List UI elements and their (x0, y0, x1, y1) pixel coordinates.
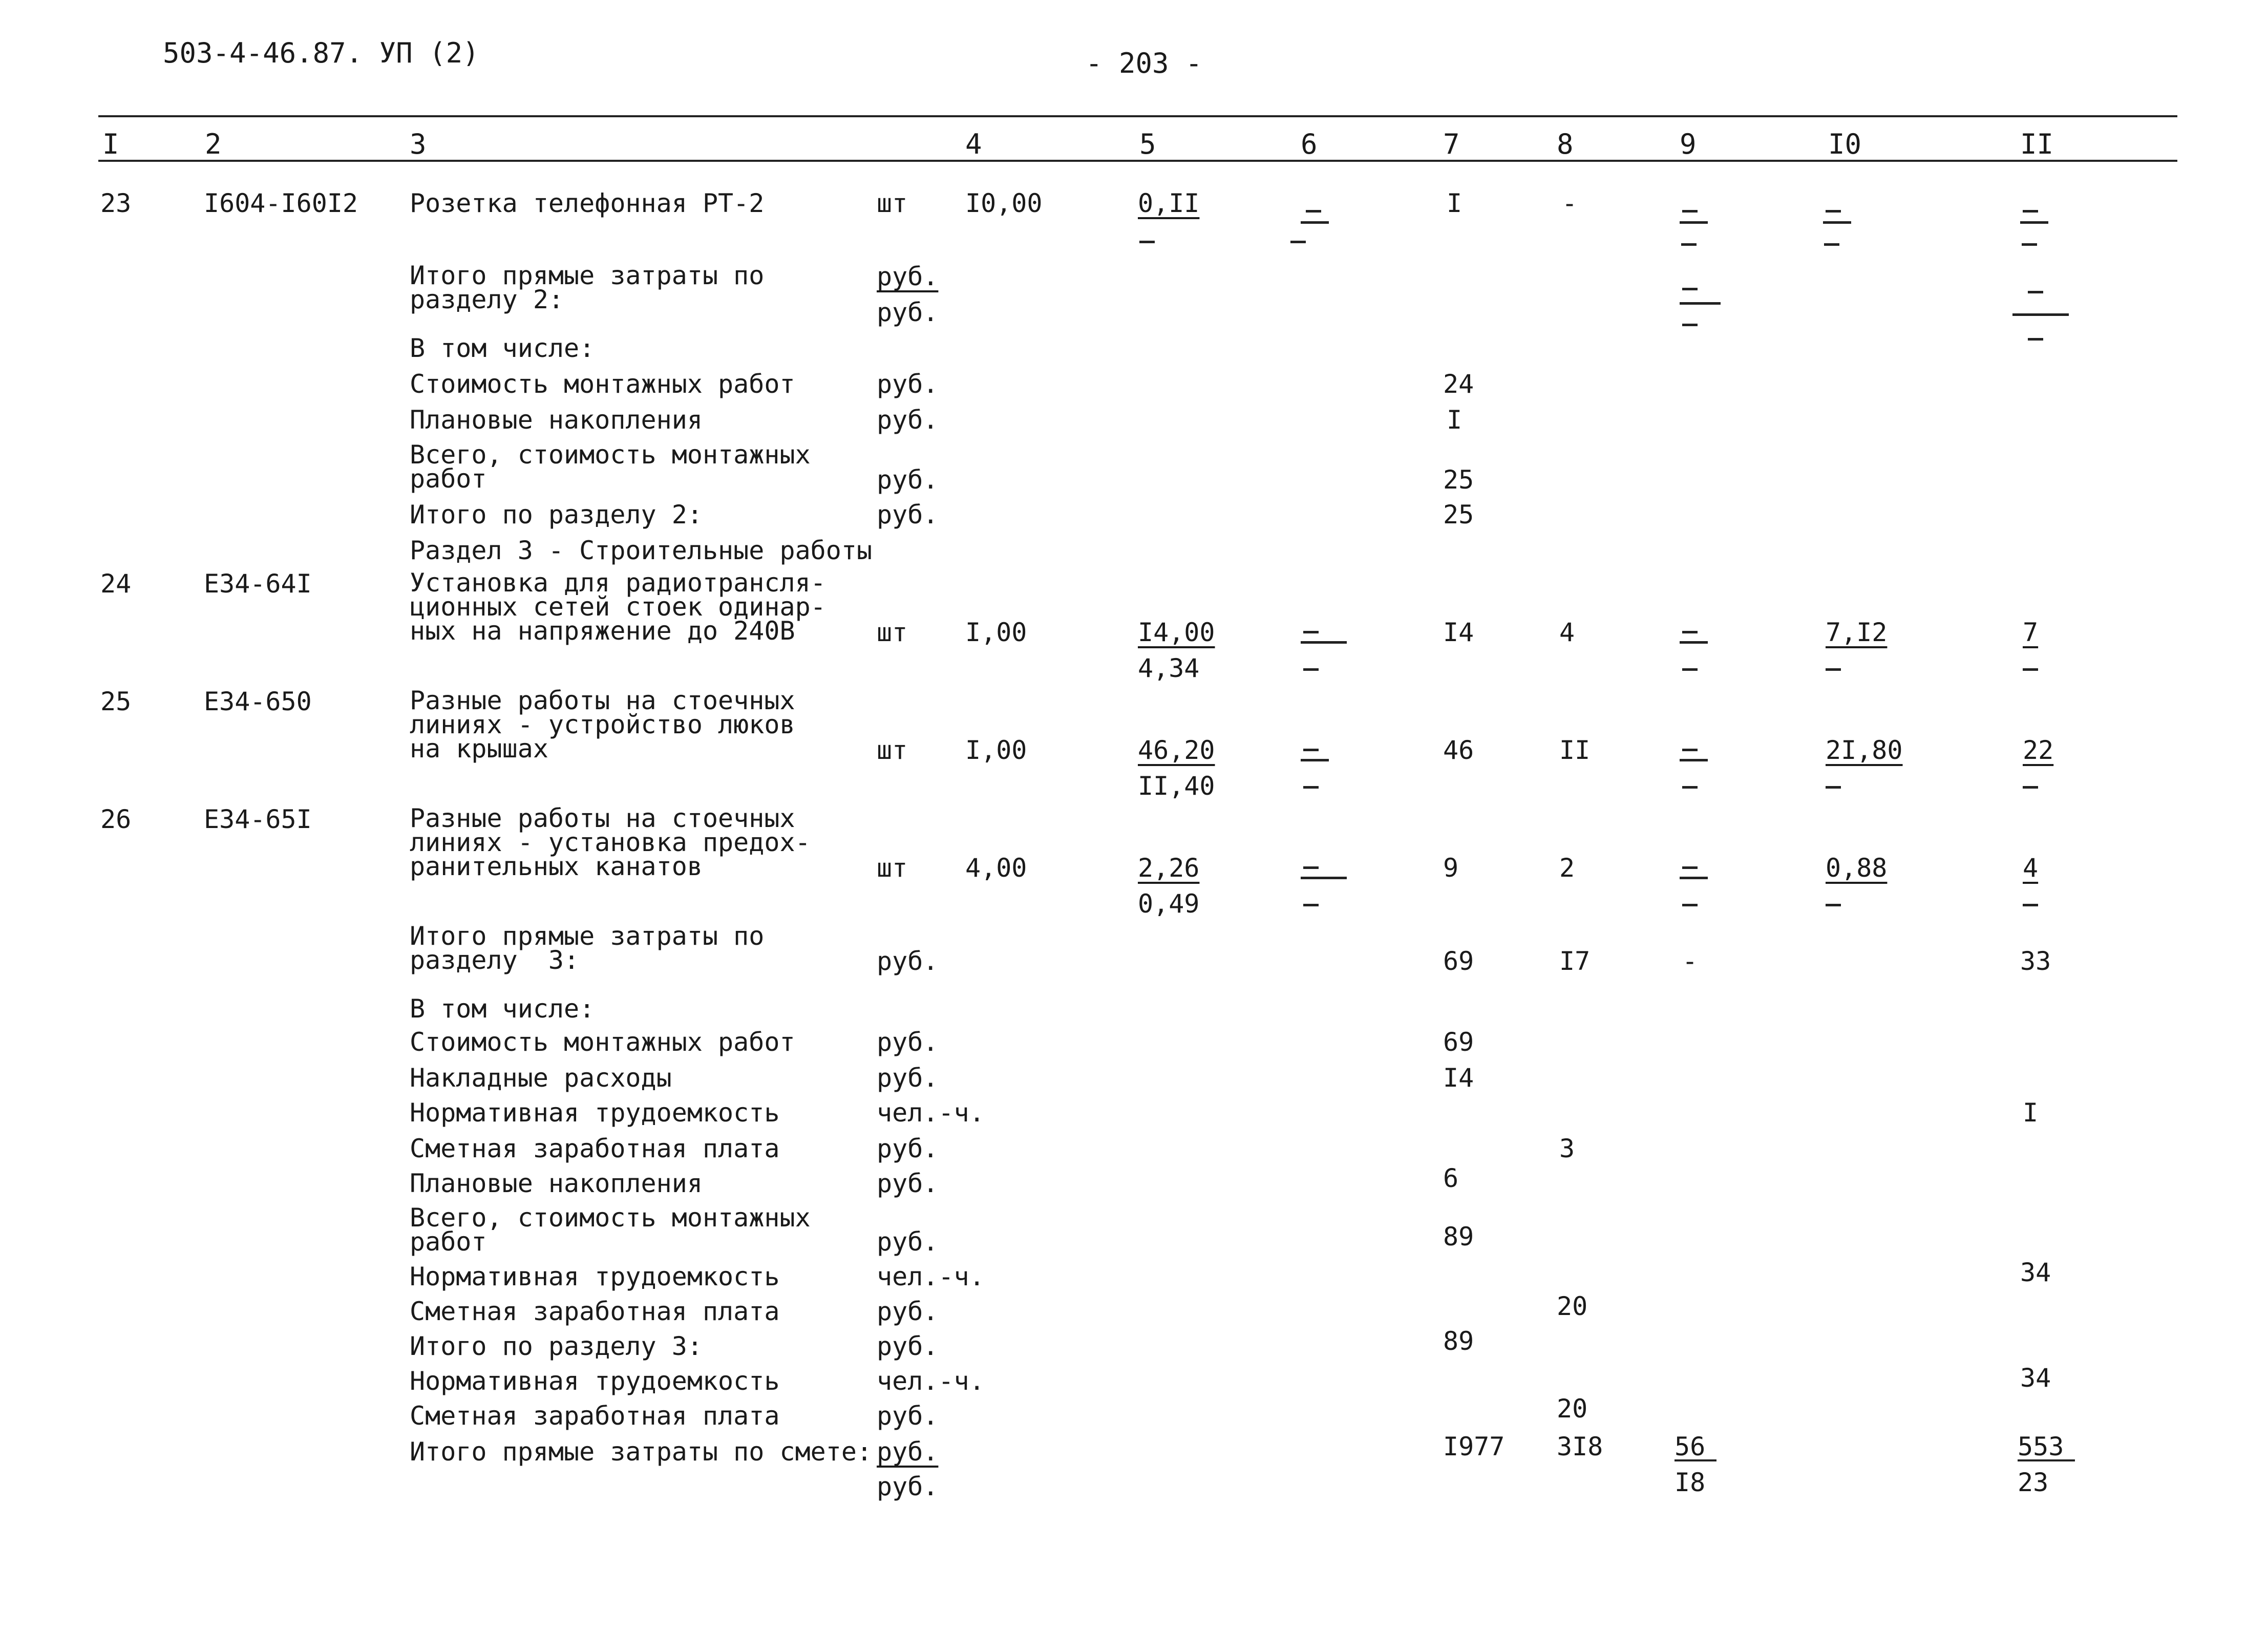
dash-mark (1682, 904, 1698, 906)
dash-mark (1306, 210, 1321, 213)
total-cost: 89 (1443, 1326, 1474, 1356)
labor-hours: 7 (2023, 618, 2039, 647)
machine-wage: I8 (1674, 1468, 1706, 1497)
document-code: 503-4-46.87. УП (2) (163, 37, 479, 69)
item-name: Плановые накопления (410, 1169, 703, 1198)
unit: руб. (877, 1437, 939, 1467)
dash-mark (1826, 904, 1841, 906)
norm-code: Е34-65I (204, 804, 312, 834)
unit: руб. (877, 1063, 939, 1093)
dash-mark (1682, 210, 1698, 213)
dash-mark (1680, 641, 1708, 644)
unit: шт (877, 853, 908, 883)
item-name: Нормативная трудоемкость (410, 1366, 780, 1396)
unit: шт (877, 188, 908, 218)
item-name: Разные работы на стоечных линиях - установка предох- ранительных канатов (410, 803, 811, 881)
unit: руб. (877, 1134, 939, 1163)
row-number: 26 (100, 804, 132, 834)
item-name: Итого прямые затраты по разделу 2: (410, 261, 765, 314)
dash-mark (1303, 904, 1319, 906)
unit: руб. (877, 946, 939, 976)
labor-hours: 4 (2023, 853, 2039, 883)
total-cost: 69 (1443, 1027, 1474, 1057)
dash-mark (1303, 668, 1319, 671)
dash-mark (1826, 210, 1841, 213)
item-name: Итого прямые затраты по разделу 3: (410, 921, 765, 975)
labor-hours-machine: 23 (2018, 1468, 2049, 1497)
machine-cost: 56 (1674, 1434, 1716, 1461)
quantity: I,00 (965, 735, 1027, 765)
wage-cost: 2 (1559, 853, 1575, 883)
unit-price: 0,II (1138, 188, 1200, 218)
unit-price-wage: II,40 (1138, 771, 1215, 801)
wage-cost: 4 (1559, 618, 1575, 647)
unit: руб. (877, 1472, 939, 1501)
machine-cost: 2I,80 (1826, 735, 1903, 765)
header-top-rule (98, 115, 2177, 117)
dash-mark (1682, 324, 1698, 326)
dash-mark (2023, 904, 2038, 906)
total-cost: I4 (1443, 1063, 1474, 1093)
item-name: Розетка телефонная РТ-2 (410, 188, 765, 218)
dash-mark (1681, 243, 1697, 246)
unit: чел.-ч. (877, 1262, 985, 1291)
quantity: 4,00 (965, 853, 1027, 883)
unit: руб. (877, 298, 939, 327)
item-name: Стоимость монтажных работ (410, 369, 795, 399)
unit: руб. (877, 1331, 939, 1361)
dash-mark (1303, 631, 1319, 633)
total-cost: I4 (1443, 618, 1474, 647)
labor-hours: 33 (2020, 946, 2051, 976)
unit: руб. (877, 1401, 939, 1431)
machine-cost: 0,88 (1826, 853, 1888, 883)
wage-cost: 20 (1557, 1291, 1588, 1321)
item-name: Итого по разделу 3: (410, 1331, 703, 1361)
unit-price: 2,26 (1138, 853, 1200, 883)
item-name: Нормативная трудоемкость (410, 1262, 780, 1291)
unit-price: I4,00 (1138, 618, 1215, 647)
dash-mark (1682, 631, 1698, 633)
dash-mark (2028, 291, 2043, 293)
total-cost: I (1447, 405, 1462, 435)
unit-price-wage: 4,34 (1138, 653, 1200, 683)
labor-hours: 34 (2020, 1363, 2051, 1393)
dash-mark (1680, 877, 1708, 879)
total-cost: 24 (1443, 369, 1474, 399)
unit-price: 46,20 (1138, 735, 1215, 765)
dash-mark (1301, 221, 1329, 224)
item-name: Сметная заработная плата (410, 1401, 780, 1431)
unit: руб. (877, 369, 939, 399)
row-number: 25 (100, 687, 132, 716)
dash-mark (2028, 338, 2043, 341)
unit: руб. (877, 465, 939, 495)
total-cost: 25 (1443, 500, 1474, 529)
norm-code: I604-I60I2 (204, 188, 358, 218)
dash-mark (1139, 241, 1155, 243)
unit: шт (877, 735, 908, 765)
wage-cost: I7 (1559, 946, 1591, 976)
row-number: 24 (100, 569, 132, 599)
col-header-6: 6 (1301, 128, 1318, 160)
quantity: I,00 (965, 618, 1027, 647)
labor-hours: 553 (2018, 1434, 2075, 1461)
unit: руб. (877, 262, 939, 291)
wage-cost: II (1559, 735, 1591, 765)
machine-cost: - (1682, 946, 1698, 976)
col-header-2: 2 (205, 128, 222, 160)
dash-mark (1301, 877, 1347, 879)
item-name: Накладные расходы (410, 1063, 672, 1093)
total-cost: 69 (1443, 946, 1474, 976)
item-name: Сметная заработная плата (410, 1297, 780, 1326)
wage-cost: 20 (1557, 1394, 1588, 1424)
item-name: Плановые накопления (410, 405, 703, 435)
quantity: I0,00 (965, 188, 1043, 218)
subsection-label: В том числе: (410, 333, 595, 363)
dash-mark (1680, 302, 1721, 305)
col-header-8: 8 (1557, 128, 1574, 160)
dash-mark (2012, 313, 2069, 316)
item-name: Установка для радиотрансля- ционных сетей стоек одинар- ных на напряжение до 240В (410, 568, 826, 646)
col-header-5: 5 (1139, 128, 1156, 160)
dash-mark (1680, 759, 1708, 761)
dash-mark (1823, 221, 1851, 224)
dash-mark (1303, 786, 1319, 789)
dash-mark (1301, 641, 1347, 644)
col-header-3: 3 (410, 128, 427, 160)
dash-mark (1303, 749, 1319, 751)
machine-cost: 7,I2 (1826, 618, 1888, 647)
wage-cost: 3I8 (1557, 1432, 1603, 1461)
unit: чел.-ч. (877, 1366, 985, 1396)
total-cost: 46 (1443, 735, 1474, 765)
dash-mark (1682, 749, 1698, 751)
item-name: Итого прямые затраты по смете: (410, 1437, 873, 1467)
dash-mark (1682, 866, 1698, 869)
unit: руб. (877, 500, 939, 529)
dash-mark (2023, 668, 2038, 671)
unit: руб. (877, 405, 939, 435)
wage-cost: 3 (1559, 1134, 1575, 1163)
unit: руб. (877, 1169, 939, 1198)
total-cost: 25 (1443, 465, 1474, 495)
subsection-label: В том числе: (410, 994, 595, 1024)
labor-hours: I (2023, 1098, 2039, 1128)
labor-hours: 34 (2020, 1258, 2051, 1287)
item-name: Разные работы на стоечных линиях - устройство люков на крышах (410, 686, 795, 764)
total-cost: I (1447, 188, 1462, 218)
dash-mark (1824, 243, 1839, 246)
unit: руб. (877, 1297, 939, 1326)
item-name: Нормативная трудоемкость (410, 1098, 780, 1128)
item-name: Всего, стоимость монтажных работ (410, 1203, 811, 1257)
col-header-4: 4 (965, 128, 982, 160)
dash-mark (2022, 243, 2037, 246)
item-name: Итого по разделу 2: (410, 500, 703, 529)
item-name: Стоимость монтажных работ (410, 1027, 795, 1057)
dash-mark (1826, 786, 1841, 789)
section-title: Раздел 3 - Строительные работы (410, 536, 873, 565)
col-header-10: I0 (1828, 128, 1862, 160)
col-header-11: II (2020, 128, 2054, 160)
dash-mark (2023, 786, 2038, 789)
dash-mark (1303, 866, 1319, 869)
col-header-1: I (102, 128, 119, 160)
dash-mark (1682, 786, 1698, 789)
total-cost: 6 (1443, 1163, 1459, 1193)
norm-code: Е34-64I (204, 569, 312, 599)
unit: шт (877, 618, 908, 647)
dash-mark (1680, 221, 1708, 224)
dash-mark (1826, 668, 1841, 671)
dash-mark (1682, 668, 1698, 671)
col-header-9: 9 (1680, 128, 1697, 160)
labor-hours: 22 (2023, 735, 2054, 765)
dash-mark (2023, 210, 2038, 213)
item-name: Сметная заработная плата (410, 1134, 780, 1163)
item-name: Всего, стоимость монтажных работ (410, 440, 811, 494)
unit-price-wage: 0,49 (1138, 889, 1200, 919)
unit: чел.-ч. (877, 1098, 985, 1128)
dash-mark (1682, 288, 1698, 290)
total-cost: I977 (1443, 1432, 1505, 1461)
dash-mark (2020, 221, 2048, 224)
page-number: - 203 - (1086, 47, 1202, 79)
total-cost: 89 (1443, 1222, 1474, 1252)
dash-mark (1301, 759, 1329, 761)
total-cost: 9 (1443, 853, 1459, 883)
unit: руб. (877, 1227, 939, 1257)
dash-mark (1290, 241, 1306, 243)
row-number: 23 (100, 188, 132, 218)
unit: руб. (877, 1027, 939, 1057)
wage-cost: - (1562, 188, 1578, 218)
norm-code: Е34-650 (204, 687, 312, 716)
col-header-7: 7 (1443, 128, 1460, 160)
